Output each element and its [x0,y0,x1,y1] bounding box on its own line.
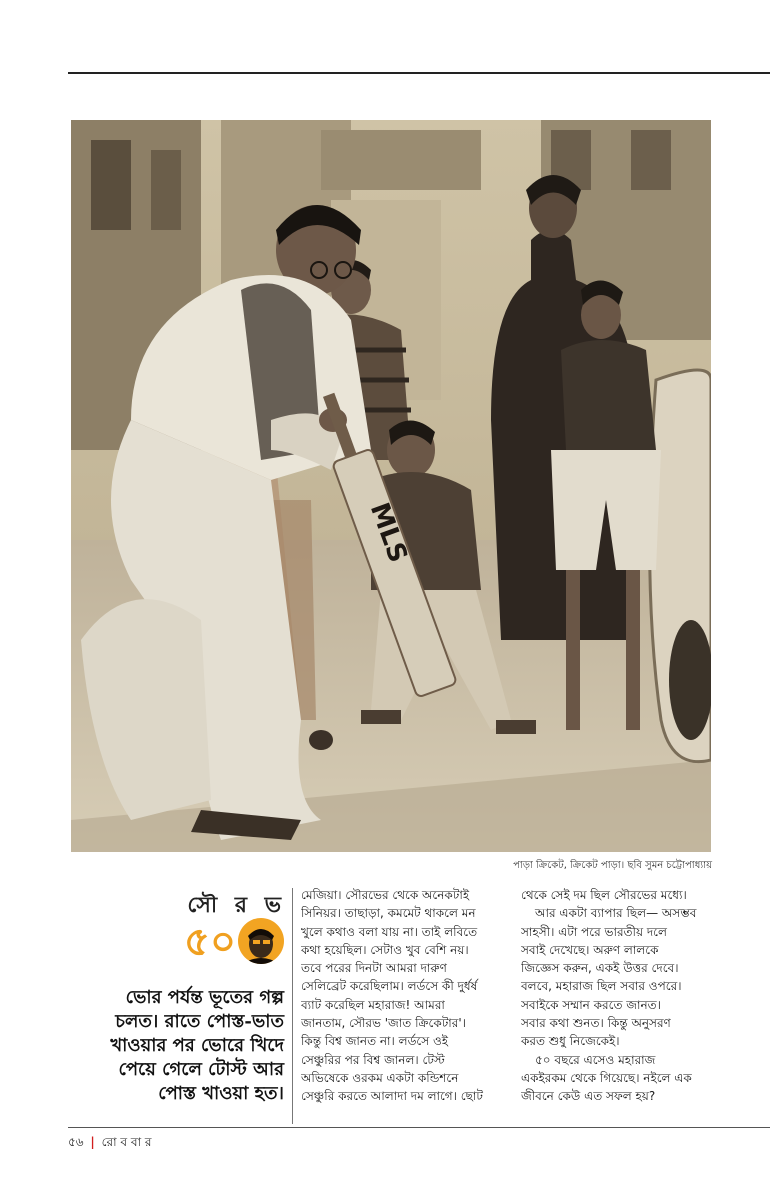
saurav-50-logo [68,888,288,984]
body-line: থেকে সেই দম ছিল সৌরভের মধ্যে। [521,888,687,902]
body-line: আর একটা ব্যাপার ছিল— অসম্ভব [535,906,697,921]
body-line: করত শুধু নিজেকেই। [521,1034,620,1049]
body-line: সেলিব্রেট করেছিলাম। লর্ডসে কী দুর্ধর্ষ [301,979,478,994]
body-line: সবাইকে সম্মান করতে জানত। [521,997,661,1012]
pull-quote [68,986,284,1106]
article-column-2 [521,886,731,1106]
pull-quote-line: পেয়ে গেলে টোস্ট আর [118,1059,284,1080]
body-line: ব্যাট করেছিল মহারাজ! আমরা [301,997,445,1012]
footer-separator: | [90,1135,95,1149]
body-line: বলবে, মহারাজ ছিল সবার ওপরে। [521,979,682,994]
body-line: সাহসী। এটা পরে ভারতীয় দলে [521,924,667,939]
body-line: একইরকম থেকে গিয়েছে। নইলে এক [521,1070,692,1085]
page-number: ৫৬ [68,1135,84,1149]
photo-caption: পাড়া ক্রিকেট, ক্রিকেট পাড়া। ছবি সুমন চট্টোপাধ্যায় [513,860,712,871]
body-line: সেঞ্চুরি করতে আলাদা দম লাগে। ছোট [301,1089,483,1104]
article-column-1 [301,886,511,1106]
page-footer [68,1134,151,1154]
brand-word: সৌ র ভ [187,892,286,918]
body-line: সবাই দেখেছে। অরুণ লালকে [521,942,659,957]
body-line: জীবনে কেউ এত সফল হয়? [521,1089,656,1104]
body-line: মেজিয়া। সৌরভের থেকে অনেকটাই [301,888,470,902]
street-cricket-photo [71,120,711,852]
pull-quote-line: খাওয়ার পর ভোরে খিদে [110,1035,284,1056]
body-line: কথা হয়েছিল। সেটাও খুব বেশি নয়। [301,942,469,957]
brand-number: ৫০ [184,918,236,965]
pull-quote-line: পোস্ত খাওয়া হত। [158,1083,284,1104]
body-line: সিনিয়র। তাছাড়া, কমমেট থাকলে মন [301,906,476,921]
column-divider [292,888,293,1124]
body-line: সবার কথা শুনত। কিন্তু অনুসরণ [521,1016,671,1031]
body-line: অভিষেকে ওরকম একটা কন্ডিশনে [301,1070,459,1085]
bottom-rule [68,1127,770,1128]
pull-quote-line: চলত। রাতে পোস্ত-ভাত [115,1011,284,1032]
pull-quote-line: ভোর পর্যন্ত ভূতের গল্প [125,987,284,1008]
body-line: সেঞ্চুরির পর বিশ্ব জানল। টেস্ট [301,1052,445,1067]
body-line: খুলে কথাও বলা যায় না। তাই লবিতে [301,924,478,939]
body-line: ৫০ বছরে এসেও মহারাজ [535,1052,656,1067]
photo-image [71,120,711,852]
body-line: কিন্তু বিশ্ব জানত না। লর্ডসে ওই [301,1034,449,1049]
magazine-name: রো ব বা র [101,1135,152,1149]
top-rule [68,72,770,74]
body-line: তবে পরের দিনটা আমরা দারুণ [301,961,447,976]
body-line: জিজ্ঞেস করুন, একই উত্তর দেবে। [521,961,679,976]
portrait-icon [238,918,284,964]
body-line: জানতাম, সৌরভ 'জাত ক্রিকেটার'। [301,1016,466,1031]
bat-label: MLS [363,498,413,567]
